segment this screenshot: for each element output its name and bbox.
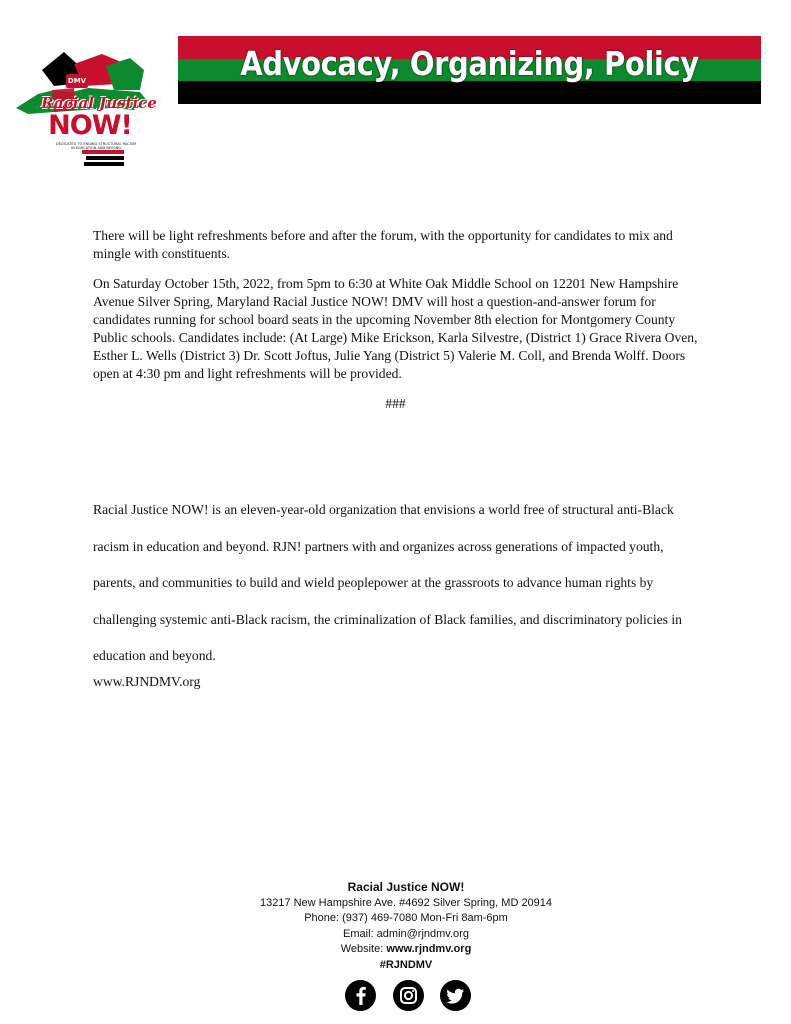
logo-now-text: NOW! bbox=[48, 110, 132, 141]
banner-title: Advocacy, Organizing, Policy bbox=[240, 44, 699, 83]
footer-email[interactable]: Email: admin@rjndmv.org bbox=[343, 927, 469, 940]
logo-tagline: DEDICATED TO ENDING STRUCTURAL RACISM IN EDUCATION AND BEYOND bbox=[56, 142, 136, 150]
logo-script-text: Racial Justice bbox=[41, 94, 157, 112]
about-paragraph: Racial Justice NOW! is an eleven-year-old organization that envisions a world free of structural anti-Black racism in education and beyond. RJN! partners with and organizes across generations of impacted youth, parents, and communities to build and wield peoplepower at the grassroots to advance human rights by challenging systemic anti-Black racism, the criminalization of Black families, and discriminatory policies in education and beyond. bbox=[93, 502, 682, 664]
footer-website-label: Website: bbox=[340, 943, 387, 955]
about-section bbox=[93, 492, 701, 675]
footer-contact bbox=[0, 880, 791, 973]
paragraph-forum-details: On Saturday October 15th, 2022, from 5pm to 6:30 at White Oak Middle School on 12201 New Hampshire Avenue Silver Spring, Maryland Racial Justice NOW! DMV will host a question-and-answer forum for candidates running for school board seats in the upcoming November 8th election for Montgomery County Public schools. Candidates include: (At Large) Mike Erickson, Karla Silvestre, (District 1) Grace Rivera Oven, Esther L. Wells (District 3) Dr. Scott Joftus, Julie Yang (District 5) Valerie M. Coll, and Brenda Wolff. Doors open at 4:30 pm and light refreshments will be provided. bbox=[93, 276, 698, 381]
rjn-logo bbox=[14, 50, 164, 172]
website-link[interactable]: www.RJNDMV.org bbox=[93, 674, 201, 689]
instagram-icon[interactable] bbox=[393, 980, 424, 1011]
end-separator: ### bbox=[385, 396, 406, 411]
banner-stripe-black bbox=[178, 81, 761, 104]
footer-phone: Phone: (937) 469-7080 Mon-Fri 8am-6pm bbox=[304, 912, 508, 924]
footer-website-link[interactable]: www.rjndmv.org bbox=[386, 943, 472, 955]
facebook-icon[interactable] bbox=[345, 980, 376, 1011]
press-release-body bbox=[93, 227, 698, 425]
social-icons bbox=[345, 980, 471, 1012]
twitter-icon[interactable] bbox=[440, 980, 471, 1011]
footer-website-line bbox=[0, 942, 791, 958]
paragraph-refreshments: There will be light refreshments before and after the forum, with the opportunity for candidates to mix and mingle with constituents. bbox=[93, 228, 673, 261]
footer-org-name: Racial Justice NOW! bbox=[347, 880, 465, 894]
header-banner bbox=[178, 36, 761, 104]
footer-hashtag: #RJNDMV bbox=[379, 958, 433, 971]
logo-dmv-badge: DMV bbox=[66, 74, 88, 88]
footer-address: 13217 New Hampshire Ave. #4692 Silver Spring, MD 20914 bbox=[259, 896, 553, 909]
